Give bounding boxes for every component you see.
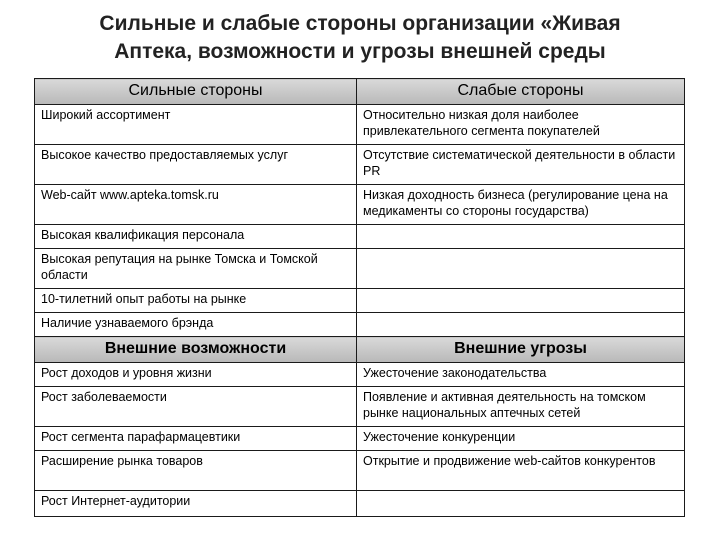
strength-cell: Широкий ассортимент: [35, 105, 357, 145]
threat-cell: Открытие и продвижение web-сайтов конкурентов: [357, 451, 685, 491]
table-row: [35, 105, 685, 145]
table-row: [35, 363, 685, 387]
weakness-cell: [357, 249, 685, 289]
table-row: [35, 145, 685, 185]
table-row: [35, 289, 685, 313]
opportunity-cell: Рост доходов и уровня жизни: [35, 363, 357, 387]
header-strengths: Сильные стороны: [35, 79, 357, 105]
page-title: [0, 10, 720, 66]
table-row: [35, 427, 685, 451]
title-line-1: Сильные и слабые стороны организации «Живая: [99, 12, 621, 35]
weakness-cell: [357, 225, 685, 249]
opportunity-cell: Рост сегмента парафармацевтики: [35, 427, 357, 451]
header-opportunities: Внешние возможности: [35, 337, 357, 363]
strength-cell: Высокая квалификация персонала: [35, 225, 357, 249]
header-weaknesses: Слабые стороны: [357, 79, 685, 105]
header-row-external: [35, 337, 685, 363]
strength-cell: Высокая репутация на рынке Томска и Томской области: [35, 249, 357, 289]
opportunity-cell: Рост заболеваемости: [35, 387, 357, 427]
opportunity-cell: Рост Интернет-аудитории: [35, 491, 357, 517]
weakness-cell: [357, 313, 685, 337]
table-row: [35, 249, 685, 289]
threat-cell: Ужесточение законодательства: [357, 363, 685, 387]
table-row: [35, 451, 685, 491]
threat-cell: Ужесточение конкуренции: [357, 427, 685, 451]
table-row: [35, 225, 685, 249]
weakness-cell: Относительно низкая доля наиболее привлекательного сегмента покупателей: [357, 105, 685, 145]
swot-table: [34, 78, 685, 517]
strength-cell: Наличие узнаваемого брэнда: [35, 313, 357, 337]
header-row-internal: [35, 79, 685, 105]
weakness-cell: Отсутствие систематической деятельности в области PR: [357, 145, 685, 185]
strength-cell: 10-тилетний опыт работы на рынке: [35, 289, 357, 313]
opportunity-cell: Расширение рынка товаров: [35, 451, 357, 491]
table-row: [35, 313, 685, 337]
threat-cell: Появление и активная деятельность на томском рынке национальных аптечных сетей: [357, 387, 685, 427]
title-line-2: Аптека, возможности и угрозы внешней среды: [114, 40, 606, 63]
table-row: [35, 185, 685, 225]
table-row: [35, 491, 685, 517]
table-row: [35, 387, 685, 427]
weakness-cell: [357, 289, 685, 313]
threat-cell: [357, 491, 685, 517]
header-threats: Внешние угрозы: [357, 337, 685, 363]
strength-cell: Высокое качество предоставляемых услуг: [35, 145, 357, 185]
strength-cell: Web-сайт www.apteka.tomsk.ru: [35, 185, 357, 225]
weakness-cell: Низкая доходность бизнеса (регулирование цена на медикаменты со стороны государства): [357, 185, 685, 225]
